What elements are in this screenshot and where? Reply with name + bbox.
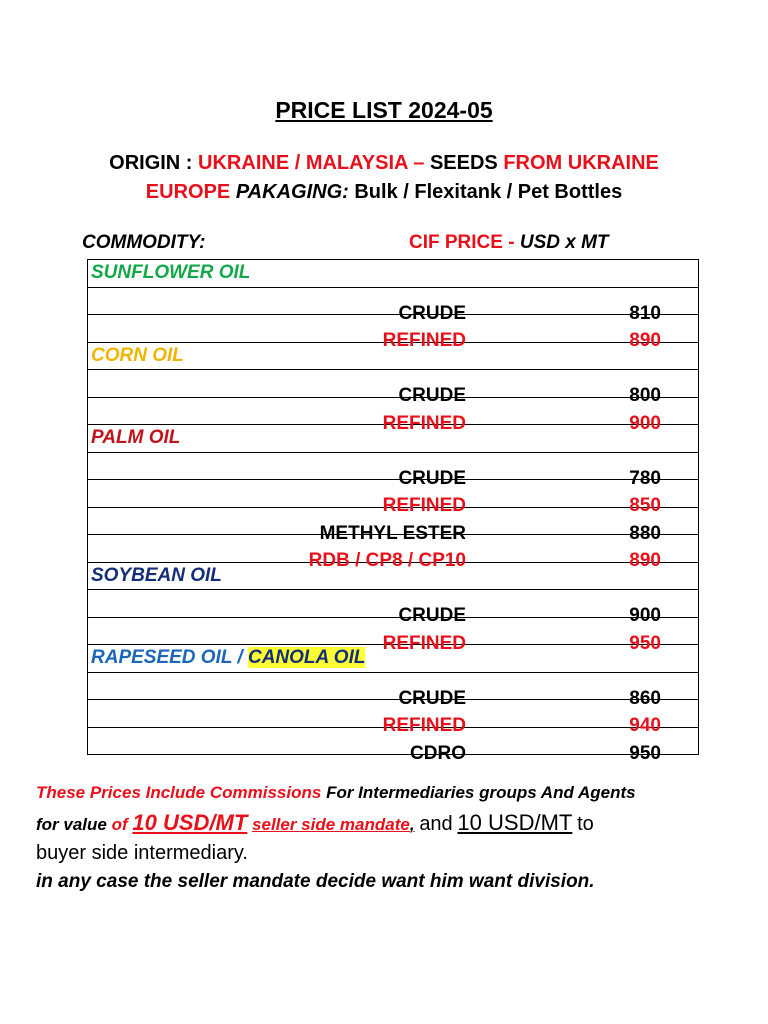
- grade-price-cell: [88, 535, 699, 572]
- grade-label: METHYL ESTER: [319, 522, 466, 544]
- price-row: [88, 727, 699, 755]
- category-name: PALM OIL: [91, 427, 181, 449]
- grade-label: REFINED: [382, 495, 466, 517]
- page-title: PRICE LIST 2024-05: [275, 97, 493, 123]
- footer-line-2: [36, 810, 594, 836]
- commodity-header: COMMODITY:: [82, 232, 206, 253]
- price-row: [88, 397, 699, 425]
- grade-price-cell: [88, 727, 699, 764]
- price-row: [88, 700, 699, 728]
- grade-price-cell: [88, 672, 699, 709]
- packaging-line: [0, 181, 768, 204]
- category-name: SOYBEAN OIL: [91, 564, 222, 586]
- grade-label: CRUDE: [398, 687, 466, 709]
- price-row: [88, 617, 699, 645]
- footer-line-4: in any case the seller mandate decide want him want division.: [36, 871, 595, 892]
- price-row: [88, 672, 699, 700]
- price-value: 860: [629, 687, 661, 709]
- packaging-options: Bulk / Flexitank / Pet Bottles: [354, 181, 623, 203]
- footer-line-3: buyer side intermediary.: [36, 842, 248, 864]
- price-value: 850: [629, 495, 661, 517]
- price-header-unit: USD x MT: [519, 232, 609, 253]
- price-header-prefix: CIF PRICE -: [409, 232, 515, 253]
- grade-price-cell: [88, 480, 699, 517]
- price-value: 890: [629, 550, 661, 572]
- origin-line: [0, 152, 768, 175]
- grade-label: CDRO: [410, 742, 466, 764]
- price-value: 810: [629, 302, 661, 324]
- origin-countries: UKRAINE / MALAYSIA –: [198, 152, 425, 174]
- and-label: and: [419, 813, 453, 835]
- price-value: 900: [629, 605, 661, 627]
- grade-label: CRUDE: [398, 467, 466, 489]
- price-row: [88, 535, 699, 563]
- grade-price-cell: [88, 700, 699, 737]
- price-value: 800: [629, 385, 661, 407]
- grade-price-cell: [88, 397, 699, 434]
- grade-label: RDB / CP8 / CP10: [308, 550, 466, 572]
- price-value: 950: [629, 632, 661, 654]
- price-row: [88, 590, 699, 618]
- price-value: 880: [629, 522, 661, 544]
- category-name: CORN OIL: [91, 344, 184, 366]
- seeds-origin: FROM UKRAINE: [503, 152, 659, 174]
- commission-note: These Prices Include Commissions: [36, 783, 322, 802]
- category-name-highlight: CANOLA OIL: [247, 647, 366, 669]
- price-value: 950: [629, 742, 661, 764]
- to-label: to: [577, 813, 594, 835]
- grade-price-cell: [88, 452, 699, 489]
- grade-price-cell: [88, 507, 699, 544]
- price-value: 780: [629, 467, 661, 489]
- footer-line-1: [36, 783, 636, 803]
- grade-price-cell: [88, 287, 699, 324]
- value-label: for value: [36, 815, 107, 834]
- price-value: 940: [629, 715, 661, 737]
- packaging-region: EUROPE: [145, 181, 231, 203]
- grade-label: REFINED: [382, 330, 466, 352]
- price-row: [88, 315, 699, 343]
- grade-price-cell: [88, 370, 699, 407]
- category-name: SUNFLOWER OIL: [91, 262, 251, 284]
- grade-label: CRUDE: [398, 385, 466, 407]
- grade-label: REFINED: [382, 715, 466, 737]
- price-row: [88, 452, 699, 480]
- of-label: of: [111, 815, 128, 834]
- seller-mandate: seller side mandate: [252, 815, 410, 834]
- price-row: [88, 287, 699, 315]
- price-value: 890: [629, 330, 661, 352]
- price-header: [409, 232, 609, 254]
- grade-label: REFINED: [382, 412, 466, 434]
- packaging-label: PAKAGING:: [235, 181, 349, 203]
- comma: ,: [409, 815, 415, 834]
- category-row: [88, 260, 699, 288]
- grade-label: REFINED: [382, 632, 466, 654]
- intermediaries-note: For Intermediaries groups And Agents: [326, 783, 636, 802]
- origin-label: ORIGIN :: [109, 152, 193, 174]
- price-table: [87, 259, 699, 764]
- category-name: RAPESEED OIL /: [91, 647, 248, 669]
- grade-label: CRUDE: [398, 605, 466, 627]
- price-row: [88, 370, 699, 398]
- seller-amount: 10 USD/MT: [132, 810, 248, 835]
- buyer-amount: 10 USD/MT: [457, 810, 573, 835]
- price-row: [88, 507, 699, 535]
- price-value: 900: [629, 412, 661, 434]
- grade-price-cell: [88, 315, 699, 352]
- grade-price-cell: [88, 617, 699, 654]
- seeds-label: SEEDS: [429, 152, 498, 174]
- category-cell: [88, 260, 699, 288]
- grade-price-cell: [88, 590, 699, 627]
- price-row: [88, 480, 699, 508]
- grade-label: CRUDE: [398, 302, 466, 324]
